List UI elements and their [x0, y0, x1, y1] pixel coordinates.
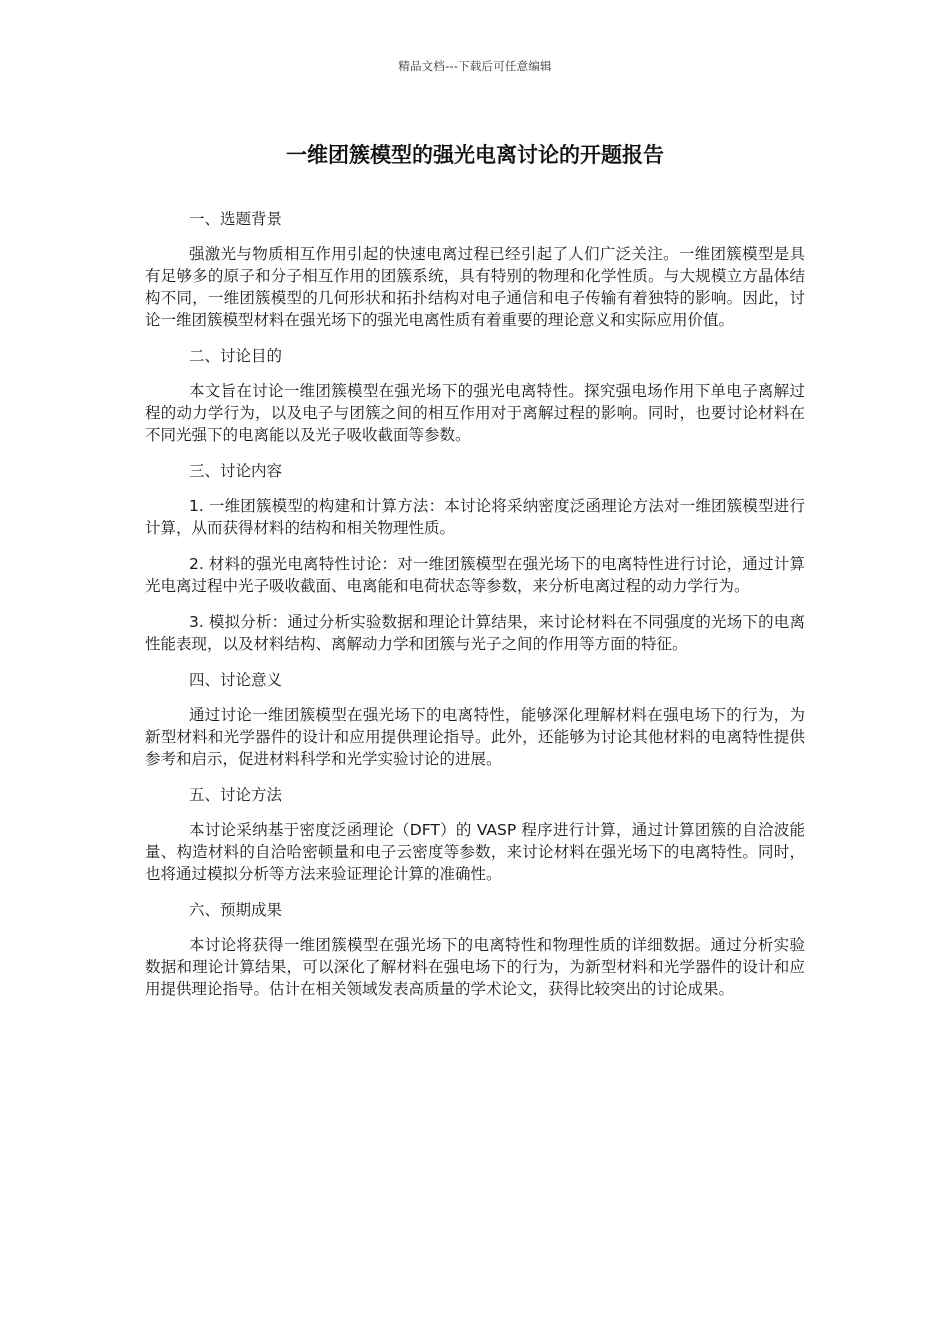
- document-body: [145, 208, 805, 1014]
- section: [145, 460, 805, 655]
- section-heading: 三、讨论内容: [189, 462, 283, 480]
- section: [145, 669, 805, 770]
- section: [145, 899, 805, 1000]
- section-paragraph: 2. 材料的强光电离特性讨论：对一维团簇模型在强光场下的电离特性进行讨论，通过计算光电离过程中光子吸收截面、电离能和电荷状态等参数，来分析电离过程的动力学行为。: [145, 555, 805, 595]
- section-paragraph: 通过讨论一维团簇模型在强光场下的电离特性，能够深化理解材料在强电场下的行为，为新型材料和光学器件的设计和应用提供理论指导。此外，还能够为讨论其他材料的电离特性提供参考和启示，促进材料科学和光学实验讨论的进展。: [145, 706, 805, 768]
- document-title: 一维团簇模型的强光电离讨论的开题报告: [286, 143, 664, 167]
- section: [145, 208, 805, 331]
- section-paragraph: 1. 一维团簇模型的构建和计算方法：本讨论将采纳密度泛函理论方法对一维团簇模型进行计算，从而获得材料的结构和相关物理性质。: [145, 497, 805, 537]
- section-heading: 四、讨论意义: [189, 671, 283, 689]
- section-heading: 六、预期成果: [189, 901, 283, 919]
- section: [145, 784, 805, 885]
- section-paragraph: 本讨论采纳基于密度泛函理论（DFT）的 VASP 程序进行计算，通过计算团簇的自洽波能量、构造材料的自洽哈密顿量和电子云密度等参数，来讨论材料在强光场下的电离特性。同时，也将通过模拟分析等方法来验证理论计算的准确性。: [145, 821, 805, 883]
- header-note: 精品文档---下载后可任意编辑: [398, 59, 552, 73]
- section-heading: 五、讨论方法: [189, 786, 283, 804]
- section-paragraph: 本讨论将获得一维团簇模型在强光场下的电离特性和物理性质的详细数据。通过分析实验数据和理论计算结果，可以深化了解材料在强电场下的行为，为新型材料和光学器件的设计和应用提供理论指导。估计在相关领域发表高质量的学术论文，获得比较突出的讨论成果。: [145, 936, 805, 998]
- section-heading: 一、选题背景: [189, 210, 283, 228]
- section-heading: 二、讨论目的: [189, 347, 283, 365]
- section-paragraph: 3. 模拟分析：通过分析实验数据和理论计算结果，来讨论材料在不同强度的光场下的电离性能表现，以及材料结构、离解动力学和团簇与光子之间的作用等方面的特征。: [145, 613, 805, 653]
- section-paragraph: 强激光与物质相互作用引起的快速电离过程已经引起了人们广泛关注。一维团簇模型是具有足够多的原子和分子相互作用的团簇系统，具有特别的物理和化学性质。与大规模立方晶体结构不同，一维团簇模型的几何形状和拓扑结构对电子通信和电子传输有着独特的影响。因此，讨论一维团簇模型材料在强光场下的强光电离性质有着重要的理论意义和实际应用价值。: [145, 245, 805, 329]
- section: [145, 345, 805, 446]
- section-paragraph: 本文旨在讨论一维团簇模型在强光场下的强光电离特性。探究强电场作用下单电子离解过程的动力学行为，以及电子与团簇之间的相互作用对于离解过程的影响。同时，也要讨论材料在不同光强下的电离能以及光子吸收截面等参数。: [145, 382, 805, 444]
